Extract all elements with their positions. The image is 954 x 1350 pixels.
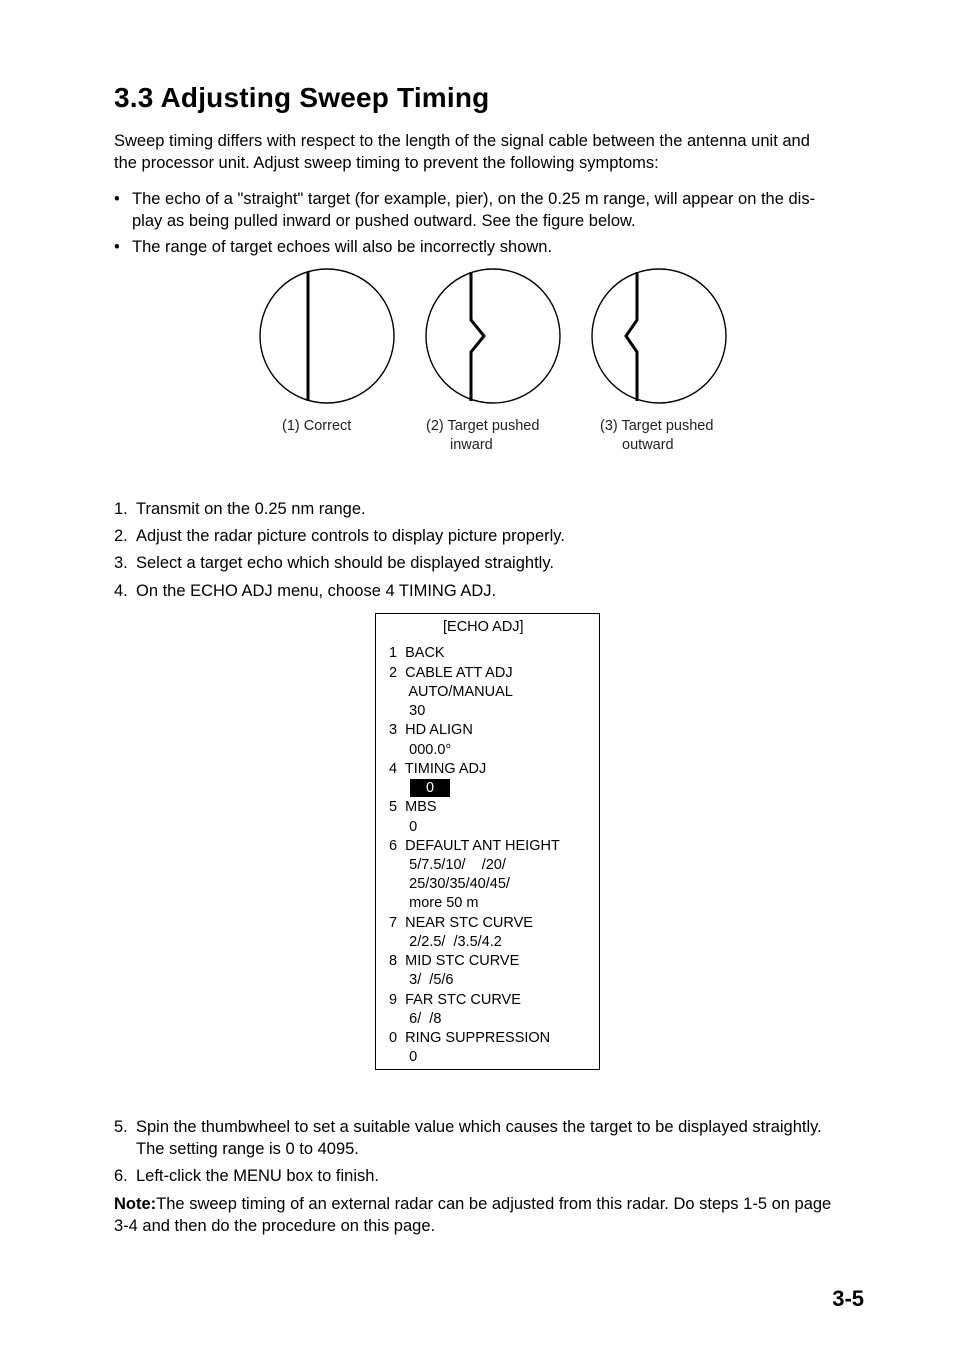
caption-line: (2) Target pushed (426, 418, 540, 434)
menu-item[interactable]: 5 MBS (389, 799, 437, 815)
bullet-text: The range of target echoes will also be incorrectly shown. (132, 238, 553, 256)
intro-line: Sweep timing differs with respect to the length of the signal cable between the antenna unit and (114, 132, 810, 150)
figure-pushed-outward (592, 269, 726, 403)
menu-item[interactable]: 9 FAR STC CURVE (389, 992, 521, 1008)
step-number: 6. (114, 1167, 128, 1185)
menu-value: 0 (389, 819, 418, 835)
caption-line: inward (450, 437, 493, 453)
menu-option: AUTO/MANUAL (389, 684, 513, 700)
menu-option: 6/ /8 (389, 1011, 442, 1027)
step-text: The setting range is 0 to 4095. (136, 1140, 359, 1158)
menu-item[interactable]: 3 HD ALIGN (389, 722, 473, 738)
menu-value: 000.0° (389, 742, 452, 758)
menu-value: 30 (389, 703, 426, 719)
bullet-text: The echo of a "straight" target (for example, pier), on the 0.25 m range, will appear on the dis- (132, 190, 816, 208)
menu-option: 25/30/35/40/45/ (389, 876, 510, 892)
menu-option: more 50 m (389, 895, 479, 911)
menu-item[interactable]: 1 BACK (389, 645, 445, 661)
sweep-timing-figure (250, 262, 740, 412)
menu-option: 3/ /5/6 (389, 972, 454, 988)
timing-adj-highlight: 0 (410, 779, 450, 797)
caption-line: (1) Correct (282, 418, 352, 434)
step-text: Left-click the MENU box to finish. (136, 1167, 380, 1185)
bullet-dot: • (114, 238, 120, 256)
menu-item[interactable]: 7 NEAR STC CURVE (389, 915, 533, 931)
menu-title: [ECHO ADJ] (443, 619, 524, 635)
step-number: 3. (114, 554, 128, 572)
page-number: 3-5 (832, 1286, 864, 1311)
menu-option: 5/7.5/10/ /20/ (389, 857, 506, 873)
menu-item[interactable]: 2 CABLE ATT ADJ (389, 665, 513, 681)
step-number: 1. (114, 500, 128, 518)
step-number: 2. (114, 527, 128, 545)
step-text: Adjust the radar picture controls to display picture properly. (136, 527, 565, 545)
step-text: Transmit on the 0.25 nm range. (136, 500, 366, 518)
caption-line: (3) Target pushed (600, 418, 714, 434)
menu-option: 2/2.5/ /3.5/4.2 (389, 934, 502, 950)
menu-item[interactable]: 0 RING SUPPRESSION (389, 1030, 551, 1046)
step-text: Spin the thumbwheel to set a suitable value which causes the target to be displayed straightly. (136, 1118, 822, 1136)
figure-caption (600, 417, 713, 455)
figure-caption (282, 417, 351, 436)
step-text: Select a target echo which should be displayed straightly. (136, 554, 554, 572)
section-title: 3.3 Adjusting Sweep Timing (114, 82, 490, 113)
bullet-text: play as being pulled inward or pushed outward. See the figure below. (132, 212, 636, 230)
intro-line: the processor unit. Adjust sweep timing to prevent the following symptoms: (114, 154, 659, 172)
figure-correct (260, 269, 394, 403)
figure-caption (426, 417, 539, 455)
note-text: 3-4 and then do the procedure on this page. (114, 1217, 436, 1235)
menu-item[interactable]: 6 DEFAULT ANT HEIGHT (389, 838, 560, 854)
note-label: Note: (114, 1195, 157, 1213)
step-number: 4. (114, 582, 128, 600)
menu-item-timing-adj[interactable]: 4 TIMING ADJ (389, 761, 487, 777)
note-text: The sweep timing of an external radar can be adjusted from this radar. Do steps 1-5 on page (156, 1195, 832, 1213)
step-text: On the ECHO ADJ menu, choose 4 TIMING ADJ. (136, 582, 497, 600)
caption-line: outward (622, 437, 674, 453)
step-number: 5. (114, 1118, 128, 1136)
intro-paragraph (114, 130, 810, 174)
figure-pushed-inward (426, 269, 560, 403)
menu-item[interactable]: 8 MID STC CURVE (389, 953, 520, 969)
bullet-dot: • (114, 190, 120, 208)
timing-adj-value[interactable] (410, 779, 450, 797)
echo-adj-menu (375, 613, 600, 1070)
menu-value: 0 (389, 1049, 418, 1065)
note (114, 1193, 831, 1237)
